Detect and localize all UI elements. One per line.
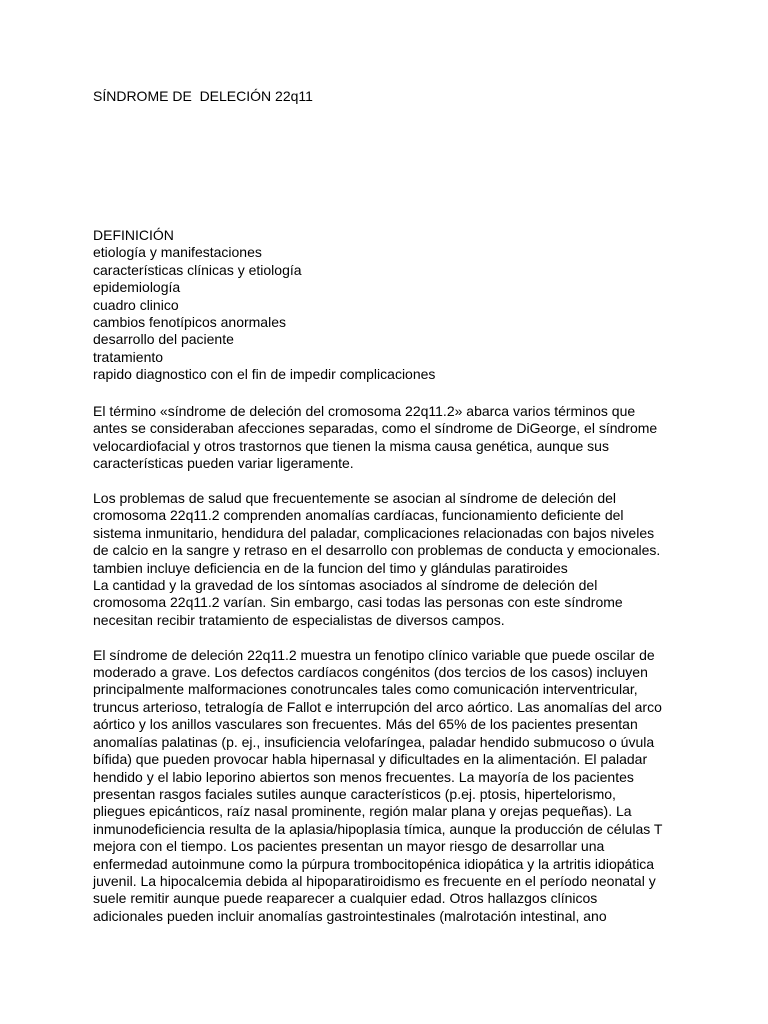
text-line: Los problemas de salud que frecuentemente se asocian al síndrome de deleción del (93, 490, 616, 507)
text-line: mejora con el tiempo. Los pacientes presentan un mayor riesgo de desarrollar una (93, 838, 605, 855)
document-title: SÍNDROME DE DELECIÓN 22q11 (93, 88, 313, 104)
topic-definicion: DEFINICIÓN (93, 227, 174, 243)
text-line: bífida) que pueden provocar habla hipernasal y dificultades en la alimentación. El paladar (93, 751, 648, 768)
text-line: moderado a grave. Los defectos cardíacos congénitos (dos tercios de los casos) incluyen (93, 664, 648, 681)
text-line: aórtico y los anillos vasculares son frecuentes. Más del 65% de los pacientes presentan (93, 716, 638, 733)
text-line: truncus arterioso, tetralogía de Fallot e interrupción del arco aórtico. Las anomalías del arco (93, 698, 662, 715)
text-line: tambien incluye deficiencia en de la funcion del timo y glándulas paratiroides (93, 559, 568, 576)
text-line: adicionales pueden incluir anomalías gastrointestinales (malrotación intestinal, ano (93, 907, 607, 924)
text-line: inmunodeficiencia resulta de la aplasia/hipoplasia tímica, aunque la producción de células T (93, 820, 663, 837)
text-line: de calcio en la sangre y retraso en el desarrollo con problemas de conducta y emocionales. (93, 542, 661, 559)
topic-tratamiento: tratamiento (93, 348, 164, 365)
topic-caracteristicas-clinicas: características clínicas y etiología (93, 261, 302, 278)
paragraph-phenotype (93, 647, 693, 926)
topic-cambios-fenotipicos: cambios fenotípicos anormales (93, 314, 286, 331)
topic-epidemiologia: epidemiología (93, 279, 181, 296)
text-line: características pueden variar ligeramente. (93, 455, 354, 472)
topic-etiologia-manifestaciones: etiología y manifestaciones (93, 244, 262, 261)
topics-list (93, 227, 435, 384)
text-line: enfermedad autoinmune como la púrpura trombocitopénica idiopática y la artritis idiopática (93, 855, 655, 872)
paragraph-intro (93, 403, 693, 473)
topic-cuadro-clinico: cuadro clinico (93, 296, 179, 313)
text-line: cromosoma 22q11.2 varían. Sin embargo, casi todas las personas con este síndrome (93, 594, 623, 611)
text-line: El síndrome de deleción 22q11.2 muestra un fenotipo clínico variable que puede oscilar de (93, 646, 655, 663)
text-line: cromosoma 22q11.2 comprenden anomalías cardíacas, funcionamiento deficiente del (93, 507, 624, 524)
text-line: presentan rasgos faciales sutiles aunque característicos (p.ej. ptosis, hipertelorismo, (93, 785, 616, 802)
paragraph-health-problems (93, 490, 693, 629)
text-line: juvenil. La hipocalcemia debida al hipoparatiroidismo es frecuente en el período neonatal y (93, 872, 656, 889)
text-line: velocardiofacial y otros trastornos que tienen la misma causa genética, aunque sus (93, 437, 609, 454)
text-line: El término «síndrome de deleción del cromosoma 22q11.2» abarca varios términos que (93, 403, 636, 419)
topic-desarrollo-paciente: desarrollo del paciente (93, 331, 234, 348)
topic-rapido-diagnostico: rapido diagnostico con el fin de impedir complicaciones (93, 366, 436, 383)
text-line: necesitan recibir tratamiento de especialistas de diversos campos. (93, 611, 505, 628)
text-line: La cantidad y la gravedad de los síntomas asociados al síndrome de deleción del (93, 577, 598, 594)
document-body (93, 403, 693, 943)
text-line: antes se consideraban afecciones separadas, como el síndrome de DiGeorge, el síndrome (93, 420, 658, 437)
text-line: sistema inmunitario, hendidura del paladar, complicaciones relacionadas con bajos niveles (93, 524, 655, 541)
text-line: suele remitir aunque puede reaparecer a cualquier edad. Otros hallazgos clínicos (93, 890, 598, 907)
text-line: pliegues epicánticos, raíz nasal prominente, región malar plana y orejas pequeñas). La (93, 803, 632, 820)
text-line: hendido y el labio leporino abiertos son menos frecuentes. La mayoría de los pacientes (93, 768, 634, 785)
text-line: principalmente malformaciones conotruncales tales como comunicación interventricular, (93, 681, 638, 698)
text-line: anomalías palatinas (p. ej., insuficiencia velofaríngea, paladar hendido submucoso o úvula (93, 733, 655, 750)
